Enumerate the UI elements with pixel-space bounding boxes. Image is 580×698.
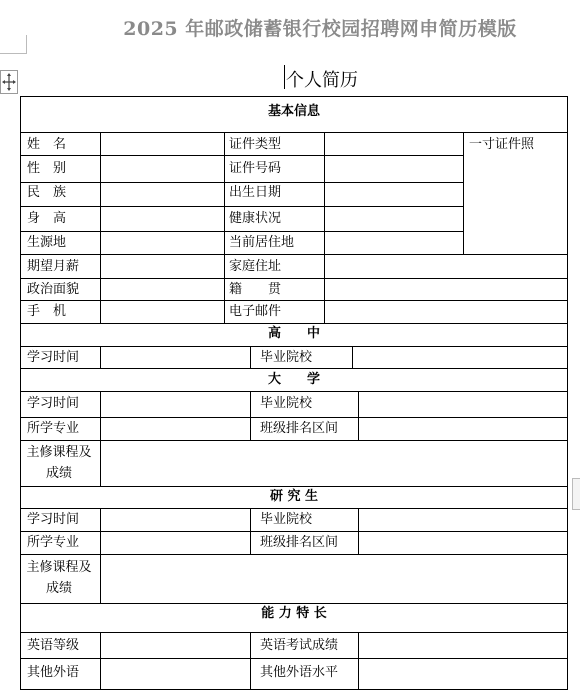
label-grad-major: 所学专业: [27, 535, 80, 550]
scroll-handle[interactable]: [572, 478, 580, 510]
label-uni-courses: 主修课程及成绩: [26, 445, 92, 481]
label-residence: 当前居住地: [229, 235, 295, 250]
label-other-language: 其他外语: [27, 665, 80, 680]
page-corner-marker: [0, 35, 27, 54]
label-health: 健康状况: [229, 211, 282, 226]
label-gender: 性 别: [27, 161, 67, 176]
label-other-language-level: 其他外语水平: [260, 665, 339, 680]
section-graduate: 研 究 生: [269, 489, 319, 504]
label-height: 身 高: [27, 211, 67, 226]
photo-placeholder: 一寸证件照: [469, 137, 535, 152]
label-uni-study-time: 学习时间: [27, 396, 80, 411]
label-uni-major: 所学专业: [27, 421, 80, 436]
section-university: 大 学: [267, 372, 320, 387]
input-id-type[interactable]: [325, 133, 462, 154]
label-phone: 手 机: [27, 304, 67, 319]
label-salary: 期望月薪: [27, 259, 80, 274]
resume-table: [20, 96, 568, 690]
label-grad-study-time: 学习时间: [27, 512, 80, 527]
label-grad-school: 毕业院校: [260, 512, 313, 527]
input-name[interactable]: [101, 133, 223, 154]
label-english-score: 英语考试成绩: [260, 638, 339, 653]
table-move-icon[interactable]: [0, 70, 18, 94]
document-title: 2025 年邮政储蓄银行校园招聘网申简历模版: [123, 18, 517, 40]
label-uni-rank: 班级排名区间: [260, 421, 339, 436]
label-hs-school: 毕业院校: [260, 350, 313, 365]
resume-heading: 个人简历: [286, 70, 358, 91]
label-ethnicity: 民 族: [27, 185, 67, 200]
text-cursor: [284, 65, 285, 89]
label-name: 姓 名: [27, 137, 67, 152]
label-uni-school: 毕业院校: [260, 396, 313, 411]
label-politics: 政治面貌: [27, 282, 80, 297]
label-id-type: 证件类型: [229, 137, 282, 152]
label-native-place: 籍 贯: [229, 282, 282, 297]
section-high-school: 高 中: [267, 326, 320, 341]
label-home-address: 家庭住址: [229, 259, 282, 274]
label-email: 电子邮件: [229, 304, 282, 319]
section-ability: 能 力 特 长: [261, 606, 327, 621]
label-origin: 生源地: [27, 235, 67, 250]
label-id-number: 证件号码: [229, 161, 282, 176]
label-hs-study-time: 学习时间: [27, 350, 80, 365]
label-grad-rank: 班级排名区间: [260, 535, 339, 550]
label-birth: 出生日期: [229, 185, 282, 200]
label-grad-courses: 主修课程及成绩: [26, 560, 92, 596]
label-english-level: 英语等级: [27, 638, 80, 653]
section-basic-info: 基本信息: [267, 104, 320, 119]
